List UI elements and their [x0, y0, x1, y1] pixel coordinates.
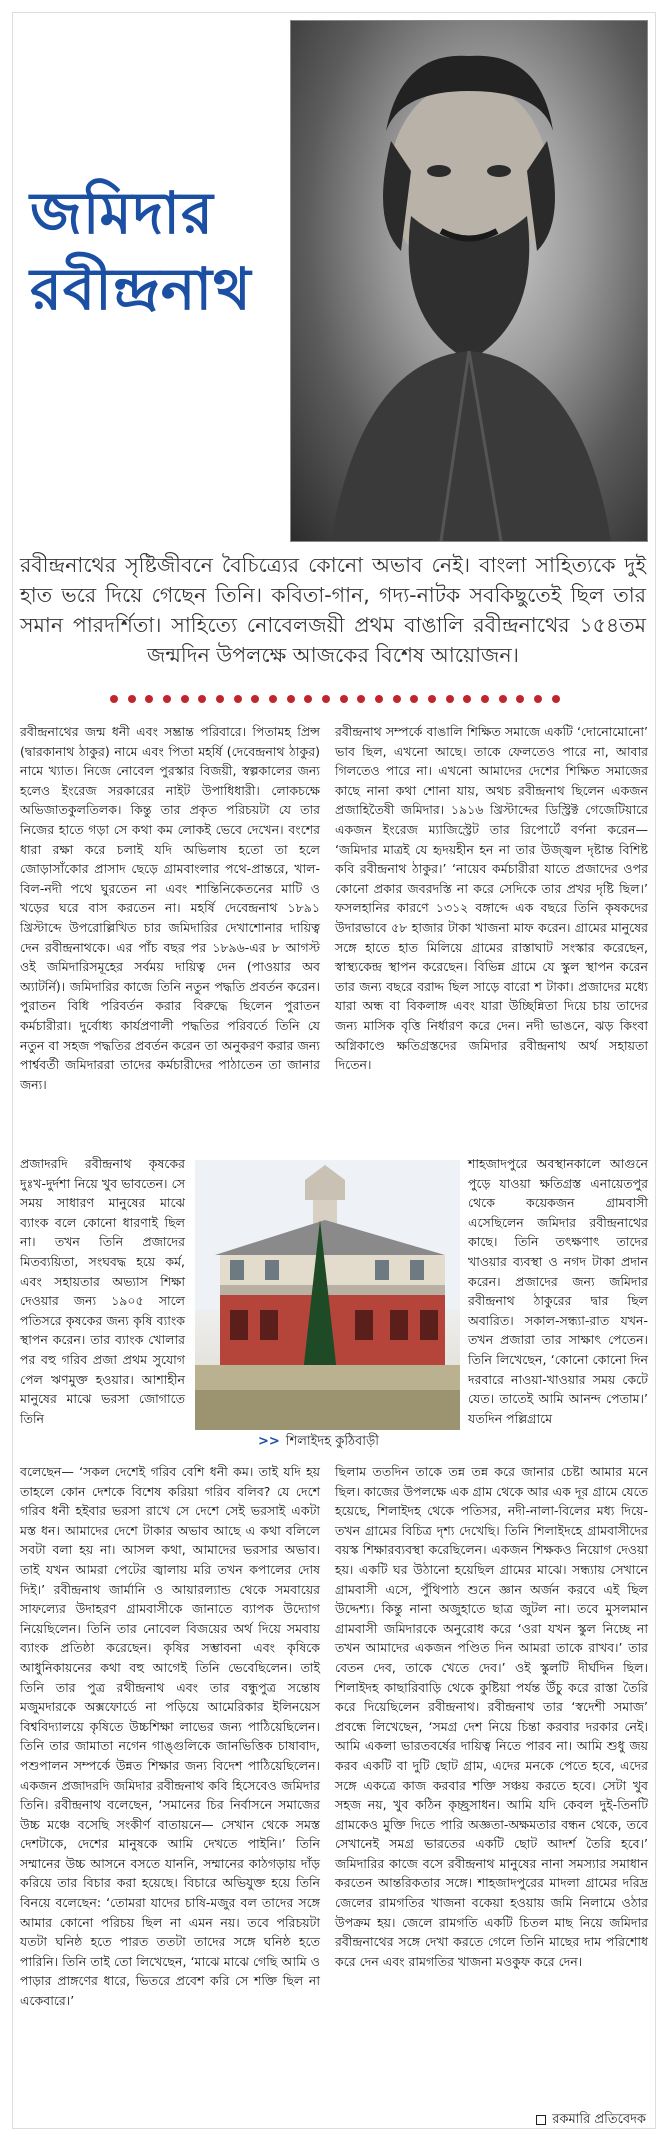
separator-dot: [269, 695, 277, 703]
byline-box-icon: [536, 2115, 546, 2125]
separator-dot: [410, 695, 418, 703]
separator-dot: [499, 695, 507, 703]
caption-text: শিলাইদহ কুঠিবাড়ী: [285, 1434, 379, 1449]
separator-dot: [340, 695, 348, 703]
separator-dot: [428, 695, 436, 703]
separator-dot: [481, 695, 489, 703]
body-column-right: [335, 722, 648, 1077]
kuthibari-illustration: [195, 1160, 460, 1430]
separator-dot: [110, 695, 118, 703]
separator-dots: [110, 695, 560, 705]
separator-dot: [534, 695, 542, 703]
separator-dot: [234, 695, 242, 703]
body-column-left: [20, 722, 320, 1096]
separator-dot: [181, 695, 189, 703]
separator-dot: [375, 695, 383, 703]
portrait-illustration: [291, 21, 647, 541]
wrap-column-left: প্রজাদরদি রবীন্দ্রনাথ কৃষকের দুঃখ-দুর্দশা নিয়ে খুব ভাবতেন। সে সময় সাধারণ মানুষের মাঝে ব্যাংক বলে কোনো ধারণাই ছিল না। তখন তিনি প্রজাদের মিতব্যয়িতা, সংঘবদ্ধ হয়ে কর্ম, এবং সহায়তার অভ্যাস শিক্ষা দেওয়ার জন্য ১৯০৫ সালে পতিসরে কৃষকের জন্য কৃষি ব্যাংক স্থাপন করেন। তার ব্যাংক খোলার পর বহু গরিব প্রজা প্রথম সুযোগ পেল ঋণমুক্ত হওয়ার। আশাহীন মানুষের মাঝে ভরসা জোগাতে তিনি: [20, 1156, 185, 1426]
kuthibari-photo: [195, 1160, 460, 1430]
separator-dot: [198, 695, 206, 703]
separator-dot: [128, 695, 136, 703]
separator-dot: [516, 695, 524, 703]
title-line-2: রবীন্দ্রনাথ: [30, 255, 252, 323]
separator-dot: [463, 695, 471, 703]
paragraph: রবীন্দ্রনাথ সম্পর্কে বাঙালি শিক্ষিত সমাজে একটি ‘দোনোমোনো’ ভাব ছিল, এখনো আছে। তাকে ফেলতেও পারে না, আবার গিলতেও পারে না। এখনো আমাদের দেশের শিক্ষিত সমাজের কাছে নানা কথা শোনা যায়, অথচ রবীন্দ্রনাথ ছিলেন একজন প্রজাহিতৈষী জমিদার। ১৯১৬ খ্রিস্টাব্দের ডিস্ট্রিক্ট গেজেটিয়ারে একজন ইংরেজ ম্যাজিস্ট্রেট তার রিপোর্টে বর্ণনা করেন— ‘জমিদার মাত্রই যে হৃদয়হীন হন না তার উজ্জ্বল দৃষ্টান্ত বিশিষ্ট কবি রবীন্দ্রনাথ ঠাকুর।’ ‘নায়েব কর্মচারীরা যাতে প্রজাদের ওপর কোনো প্রকার জবরদস্তি না করে সেদিকে তার প্রখর দৃষ্টি ছিল।’ ফসলহানির কারণে ১৩১২ বঙ্গাব্দে এক বছরে তিনি কৃষকদের উদারভাবে ৫৮ হাজার টাকা খাজনা মাফ করেন। গ্রামের মানুষের সঙ্গে হাতে হাত মিলিয়ে গ্রামের রাস্তাঘাট সংস্কার করেছেন, স্বাস্থ্যকেন্দ্র স্থাপন করেছেন। বিভিন্ন গ্রামে যে স্কুল স্থাপন করেন তার জন্য বছরে বরাদ্দ ছিল সাড়ে বারো শ টাকা। প্রজাদের মধ্যে যারা অন্ধ বা বিকলাঙ্গ এবং যারা উচ্ছিন্নিতা দিয়ে চায় তাদের জন্য মাসিক বৃত্তি নির্ধারণ করে দেন। নদী ভাঙনে, ঝড় কিংবা অগ্নিকাণ্ডে ক্ষতিগ্রস্তদের জমিদার রবীন্দ্রনাথ অর্থ সহায়তা দিতেন।: [335, 724, 648, 1073]
separator-dot: [357, 695, 365, 703]
byline: [536, 2110, 646, 2131]
wrap-column-right: শাহজাদপুরে অবস্থানকালে আগুনে পুড়ে যাওয়া ক্ষতিগ্রস্ত এনায়েতপুর থেকে কয়েকজন গ্রামবাসী এসেছিলেন জমিদার রবীন্দ্রনাথের কাছে। তিনি তৎক্ষণাৎ তাদের খাওয়ার ব্যবস্থা ও নগদ টাকা প্রদান করেন। প্রজাদের জন্য জমিদার রবীন্দ্রনাথ ঠাকুরের দ্বার ছিল অবারিত। সকাল-সন্ধ্যা-রাত যখন-তখন প্রজারা তার সাক্ষাৎ পেতেন। তিনি লিখেছেন, ‘কোনো কোনো দিন দরবারে নাওয়া-খাওয়ার সময় কেটে যেত। তাতেই আমি আনন্দ পেতাম।’ যতদিন পল্লিগ্রামে: [468, 1156, 648, 1426]
separator-dot: [216, 695, 224, 703]
body-column-right-lower: ছিলাম ততদিন তাকে তন্ন তন্ন করে জানার চেষ্টা আমার মনে ছিল। কাজের উপলক্ষে এক গ্রাম থেকে আর এক দূর গ্রামে যেতে হয়েছে, শিলাইদহ থেকে পতিসর, নদী-নালা-বিলের মধ্য দিয়ে-তখন গ্রামের বিচিত্র দৃশ্য দেখেছি। তিনি শিলাইদহে গ্রামবাসীদের বয়স্ক শিক্ষারব্যবস্থা করেছিলেন। একজন শিক্ষকও নিয়োগ দেওয়া হয়। একটি ঘর উঠানো হয়েছিল গ্রামের মাঝে। সন্ধ্যায় সেখানে গ্রামবাসী এসে, পুঁথিপাঠ শুনে জ্ঞান অর্জন করবে এই ছিল উদ্দেশ্য। কিন্তু নানা অজুহাতে ছাত্র জুটল না। তবে মুসলমান গ্রামবাসী জমিদারকে অনুরোধ করে ‘ওরা যখন স্কুল নিচ্ছে না তখন আমাদের একজন পণ্ডিত দিন আমরা তাকে রাখব।’ তার বেতন দেব, তাকে খেতে দেব।’ ওই স্কুলটি দীর্ঘদিন ছিল। শিলাইদহ কাছারিবাড়ি থেকে কুষ্টিয়া পর্যন্ত উঁচু করে রাস্তা তৈরি করে দিয়েছিলেন রবীন্দ্রনাথ। রবীন্দ্রনাথ তার ‘স্বদেশী সমাজ’ প্রবন্ধে লিখেছেন, ‘সমগ্র দেশ নিয়ে চিন্তা করবার দরকার নেই। আমি একলা ভারতবর্ষের দায়িত্ব নিতে পারব না। আমি শুধু জয় করব একটি বা দুটি ছোট গ্রাম, এদের মনকে পেতে হবে, এদের সঙ্গে একত্রে কাজ করবার শক্তি সঞ্চয় করতে হবে। সেটা খুব সহজ নয়, খুব কঠিন কৃচ্ছ্রসাধন। আমি যদি কেবল দুই-তিনটি গ্রামকেও মুক্তি দিতে পারি অজ্ঞতা-অক্ষমতার বন্ধন থেকে, তবে সেখানেই সমগ্র ভারতের একটি ছোট আদর্শ তৈরি হবে।’ জমিদারির কাজে বসে রবীন্দ্রনাথ মানুষের নানা সমস্যার সমাধান করতেন আন্তরিকতার সঙ্গে। শাহজাদপুরের মাদলা গ্রামের দরিদ্র জেলের রামগতির খাজনা বকেয়া হওয়ায় জমি নিলামে ওঠার উপক্রম হয়। জেলে রামগতি একটি চিতল মাছ নিয়ে জমিদার রবীন্দ্রনাথের সঙ্গে দেখা করতে গেলে তিনি মাছের দাম পরিশোধ করে দেন এবং রামগতির খাজনা মওকুফ করে দেন।: [335, 1464, 648, 1969]
article-title: [30, 175, 290, 327]
title-line-1: জমিদার: [30, 179, 214, 247]
separator-dot: [393, 695, 401, 703]
separator-dot: [163, 695, 171, 703]
article-lede: রবীন্দ্রনাথের সৃষ্টিজীবনে বৈচিত্র্যের কোনো অভাব নেই। বাংলা সাহিত্যকে দুই হাত ভরে দিয়ে গেছেন তিনি। কবিতা-গান, গদ্য-নাটক সবকিছুতেই ছিল তার সমান পারদর্শিতা। সাহিত্যে নোবেলজয়ী প্রথম বাঙালি রবীন্দ্রনাথের ১৫৪তম জন্মদিন উপলক্ষে আজকের বিশেষ আয়োজন।: [20, 553, 646, 667]
separator-dot: [304, 695, 312, 703]
separator-dot: [552, 695, 560, 703]
separator-dot: [446, 695, 454, 703]
paragraph: রবীন্দ্রনাথের জন্ম ধনী এবং সম্ভ্রান্ত পরিবারে। পিতামহ প্রিন্স (দ্বারকানাথ ঠাকুর) নামে এবং পিতা মহর্ষি (দেবেন্দ্রনাথ ঠাকুর) নামে খ্যাত। নিজে নোবেল পুরস্কার বিজয়ী, স্বল্পকালের জন্য হলেও ইংরেজ সরকারের নাইট উপাধিধারী। লোকচক্ষে অভিজাতকুলতিলক। কিন্তু তার প্রকৃত পরিচয়টা যে তার নিজের হাতে গড়া সে কথা কম লোকই ভেবে দেখেন। বংশের ধারা রক্ষা করে চলাই যদি অভিলাষ হতো তা হলে জোড়াসাঁকোর প্রাসাদ ছেড়ে গ্রামবাংলার পথে-প্রান্তরে, খাল-বিল-নদী পথে ঘুরতেন না এবং শান্তিনিকেতনের মাটি ও খড়ের ঘরে বাস করতেন না। মহর্ষি দেবেন্দ্রনাথ ১৮৯১ খ্রিস্টাব্দে উপরোল্লিখিত চার জমিদারির দেখাশোনার দায়িত্ব দেন রবীন্দ্রনাথকে। এর পাঁচ বছর পর ১৮৯৬-এর ৮ আগস্ট ওই জমিদারিসমূহের সর্বময় দায়িত্ব দেন (পাওয়ার অব অ্যাটর্নি)। জমিদারির কাজে তিনি নতুন পদ্ধতি প্রবর্তন করেন। পুরাতন বিধি পরিবর্তন করার বিরুদ্ধে ছিলেন পুরাতন কর্মচারীরা। দুর্বোধ্য কার্যপ্রণালী পদ্ধতির পরিবর্তে তিনি যে নতুন বা সহজ পদ্ধতির প্রবর্তন করেন তা অনুকরণ করার জন্য পার্শ্ববর্তী জমিদাররা তাদের কর্মচারীদের পাঠাতেন তা জানার জন্য।: [20, 724, 320, 1092]
article-header: [0, 0, 666, 545]
photo-caption: [258, 1432, 468, 1453]
separator-dot: [287, 695, 295, 703]
separator-dot: [251, 695, 259, 703]
caption-arrow-icon: >>: [258, 1434, 280, 1449]
byline-text: রকমারি প্রতিবেদক: [552, 2112, 646, 2127]
portrait-photo: [290, 20, 648, 542]
separator-dot: [322, 695, 330, 703]
separator-dot: [145, 695, 153, 703]
body-column-left-lower: বলেছেন— ‘সকল দেশেই গরিব বেশি ধনী কম। তাই যদি হয় তাহলে কোন দেশকে বিশেষ করিয়া গরিব বলিব? যে দেশে গরিব ধনী হইবার ভরসা রাখে সে দেশে সেই ভরসাই একটা মস্ত ধন। আমাদের দেশে টাকার অভাব আছে এ কথা বলিলে সবটা বলা হয় না। আসল কথা, আমাদের ভরসার অভাব। তাই যখন আমরা পেটের জ্বালায় মরি তখন কপালের দোষ দিই।’ রবীন্দ্রনাথ জার্মানি ও আয়ারল্যান্ড থেকে সমবায়ের সাফল্যের উদাহরণ গ্রামবাসীকে জানাতে ব্যাপক উদ্যোগ নিয়েছিলেন। তিনি তার নোবেল বিজয়ের অর্থ দিয়ে সমবায় ব্যাংক প্রতিষ্ঠা করেছেন। কৃষির সম্ভাবনা এবং কৃষিকে আধুনিকায়নের কথা বহু আগেই তিনি ভেবেছিলেন। তাই তিনি তার পুত্র রথীন্দ্রনাথ এবং তার বন্ধুপুত্র সন্তোষ মজুমদারকে অক্সফোর্ডে না পড়িয়ে আমেরিকার ইলিনয়েস বিশ্ববিদ্যালয়ে কৃষিতে উচ্চশিক্ষা লাভের জন্য পাঠিয়েছিলেন। তিনি তার জামাতা নগেন গাঙ্গুলিকে জানভিত্তিক চাষাবাদ, পশুপালন সম্পর্কে উন্নত শিক্ষার জন্য বিদেশ পাঠিয়েছিলেন। একজন প্রজাদরদি জমিদার রবীন্দ্রনাথ কবি হিসেবেও জমিদার তিনি। রবীন্দ্রনাথ বলেছেন, ‘সমানের চির নির্বাসনে সমাজের উচ্চ মঞ্চে বসেছি সংকীর্ণ বাতায়নে— সেখান থেকে সমস্ত দেশটাকে, দেশের মানুষকে আমি দেখতে পাইনি।’ তিনি সম্মানের উচ্চ আসনে বসতে যাননি, সম্মানের কাঠগড়ায় দাঁড় করিয়ে তার বিচার করা হয়েছে। বিচারে অভিযুক্ত হয়ে তিনি বিনয়ে বলেছেন: ‘তোমরা যাদের চাষি-মজুর বল তাদের সঙ্গে আমার কোনো পরিচয় ছিল না এমন নয়। তবে পরিচয়টা যতটা ঘনিষ্ঠ হতে পারত ততটা তাদের সঙ্গে ঘনিষ্ঠ হতে পারিনি। তিনি তাই তো লিখেছেন, ‘মাঝে মাঝে গেছি আমি ও পাড়ার প্রাঙ্গণের ধারে, ভিতরে প্রবেশ করি সে শক্তি ছিল না একেবারে।’: [20, 1464, 320, 2009]
